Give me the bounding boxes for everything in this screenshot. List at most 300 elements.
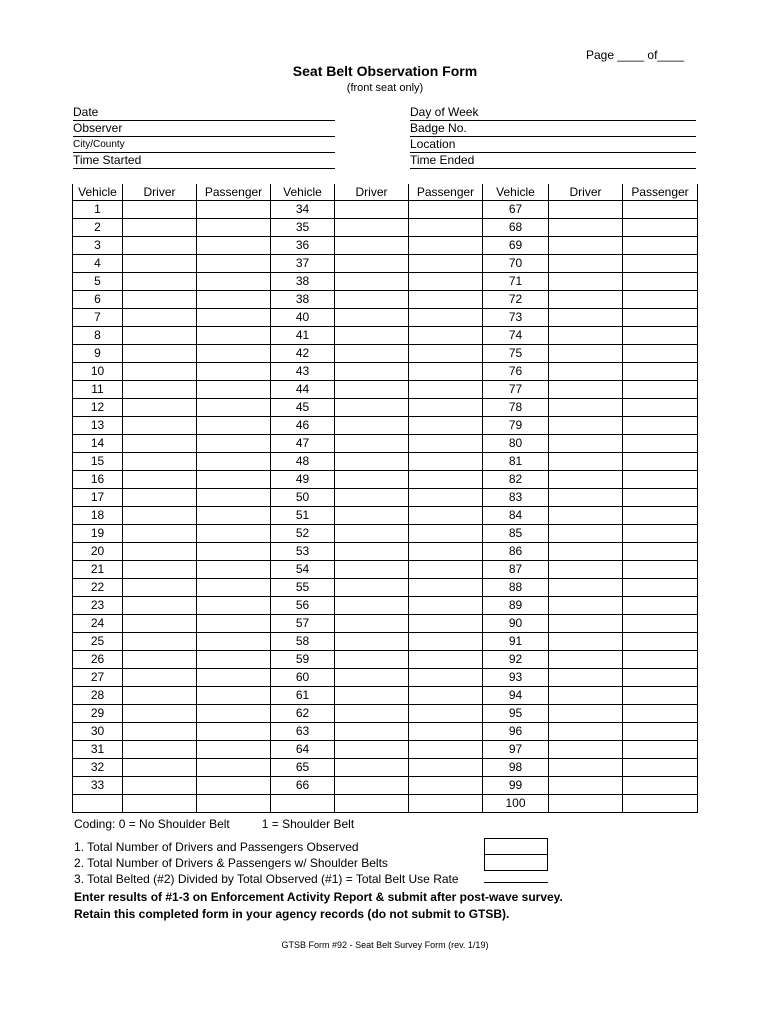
- driver-cell[interactable]: [549, 795, 623, 813]
- driver-cell[interactable]: [549, 219, 623, 237]
- passenger-cell[interactable]: [409, 471, 483, 489]
- column-header: Driver: [123, 184, 197, 201]
- passenger-cell[interactable]: [623, 543, 698, 561]
- driver-cell[interactable]: [549, 687, 623, 705]
- passenger-cell[interactable]: [409, 489, 483, 507]
- vehicle-number: 95: [483, 705, 549, 723]
- passenger-cell[interactable]: [409, 687, 483, 705]
- passenger-cell[interactable]: [409, 435, 483, 453]
- vehicle-number: 14: [73, 435, 123, 453]
- vehicle-number: 77: [483, 381, 549, 399]
- driver-cell[interactable]: [549, 723, 623, 741]
- page-subtitle: (front seat only): [346, 82, 424, 94]
- passenger-cell[interactable]: [623, 795, 698, 813]
- passenger-cell[interactable]: [409, 237, 483, 255]
- vehicle-number: 96: [483, 723, 549, 741]
- vehicle-number: 80: [483, 435, 549, 453]
- vehicle-number: 59: [271, 651, 335, 669]
- driver-cell[interactable]: [549, 471, 623, 489]
- vehicle-number: 76: [483, 363, 549, 381]
- vehicle-number: 89: [483, 597, 549, 615]
- driver-cell[interactable]: [123, 435, 197, 453]
- driver-cell[interactable]: [335, 777, 409, 795]
- vehicle-number: 2: [73, 219, 123, 237]
- driver-cell[interactable]: [123, 399, 197, 417]
- table-row: [73, 255, 698, 273]
- vehicle-number: 17: [73, 489, 123, 507]
- driver-cell[interactable]: [335, 597, 409, 615]
- date-field[interactable]: [73, 105, 335, 121]
- passenger-cell[interactable]: [623, 453, 698, 471]
- driver-cell[interactable]: [549, 525, 623, 543]
- passenger-cell[interactable]: [409, 507, 483, 525]
- driver-cell[interactable]: [335, 687, 409, 705]
- observation-table: [72, 184, 698, 813]
- passenger-cell[interactable]: [197, 633, 271, 651]
- vehicle-number: 30: [73, 723, 123, 741]
- driver-cell[interactable]: [123, 507, 197, 525]
- passenger-cell[interactable]: [197, 273, 271, 291]
- driver-cell[interactable]: [123, 417, 197, 435]
- driver-cell[interactable]: [335, 453, 409, 471]
- passenger-cell[interactable]: [409, 291, 483, 309]
- driver-cell[interactable]: [335, 507, 409, 525]
- driver-cell[interactable]: [335, 633, 409, 651]
- driver-cell[interactable]: [335, 471, 409, 489]
- driver-cell[interactable]: [549, 759, 623, 777]
- driver-cell[interactable]: [335, 237, 409, 255]
- driver-cell[interactable]: [123, 543, 197, 561]
- driver-cell[interactable]: [123, 741, 197, 759]
- instruction-retain-form: Retain this completed form in your agency records (do not submit to GTSB).: [74, 907, 510, 921]
- passenger-cell[interactable]: [409, 363, 483, 381]
- vehicle-number: 33: [73, 777, 123, 795]
- passenger-cell[interactable]: [197, 561, 271, 579]
- table-row: [73, 597, 698, 615]
- driver-cell[interactable]: [123, 525, 197, 543]
- driver-cell[interactable]: [549, 669, 623, 687]
- driver-cell[interactable]: [123, 255, 197, 273]
- driver-cell[interactable]: [549, 507, 623, 525]
- passenger-cell[interactable]: [623, 417, 698, 435]
- vehicle-number: 91: [483, 633, 549, 651]
- table-row: [73, 543, 698, 561]
- passenger-cell[interactable]: [409, 417, 483, 435]
- passenger-cell[interactable]: [623, 525, 698, 543]
- vehicle-number: 49: [271, 471, 335, 489]
- total-belted-label: 2. Total Number of Drivers & Passengers w/ Shoulder Belts: [74, 856, 388, 870]
- driver-cell[interactable]: [549, 291, 623, 309]
- driver-cell[interactable]: [335, 543, 409, 561]
- vehicle-number: 12: [73, 399, 123, 417]
- vehicle-number: 52: [271, 525, 335, 543]
- passenger-cell[interactable]: [409, 453, 483, 471]
- column-header: Vehicle: [73, 184, 123, 201]
- driver-cell[interactable]: [549, 543, 623, 561]
- vehicle-number: 4: [73, 255, 123, 273]
- passenger-cell[interactable]: [409, 201, 483, 219]
- time-ended-label: Time Ended: [410, 153, 475, 167]
- passenger-cell[interactable]: [197, 417, 271, 435]
- table-row: [73, 633, 698, 651]
- driver-cell[interactable]: [335, 705, 409, 723]
- passenger-cell[interactable]: [197, 615, 271, 633]
- vehicle-number: 94: [483, 687, 549, 705]
- table-row: [73, 579, 698, 597]
- driver-cell[interactable]: [549, 741, 623, 759]
- passenger-cell[interactable]: [623, 399, 698, 417]
- location-field[interactable]: [410, 137, 696, 153]
- driver-cell[interactable]: [335, 291, 409, 309]
- driver-cell[interactable]: [123, 687, 197, 705]
- driver-cell[interactable]: [123, 579, 197, 597]
- driver-cell[interactable]: [123, 723, 197, 741]
- table-row: [73, 345, 698, 363]
- table-row: [73, 399, 698, 417]
- passenger-cell[interactable]: [197, 723, 271, 741]
- driver-cell[interactable]: [123, 273, 197, 291]
- day-of-week-field[interactable]: [410, 105, 696, 121]
- passenger-cell[interactable]: [623, 201, 698, 219]
- belt-use-rate-line[interactable]: [484, 882, 548, 883]
- column-header: Passenger: [197, 184, 271, 201]
- driver-cell[interactable]: [549, 237, 623, 255]
- time-started-label: Time Started: [73, 153, 142, 167]
- passenger-cell[interactable]: [623, 579, 698, 597]
- table-row: [73, 435, 698, 453]
- passenger-cell[interactable]: [409, 777, 483, 795]
- passenger-cell[interactable]: [197, 201, 271, 219]
- vehicle-number: 53: [271, 543, 335, 561]
- passenger-cell[interactable]: [623, 345, 698, 363]
- passenger-cell[interactable]: [197, 705, 271, 723]
- city-county-field[interactable]: [73, 137, 335, 153]
- passenger-cell[interactable]: [409, 399, 483, 417]
- passenger-cell[interactable]: [409, 543, 483, 561]
- driver-cell[interactable]: [549, 561, 623, 579]
- passenger-cell[interactable]: [623, 633, 698, 651]
- vehicle-number: 62: [271, 705, 335, 723]
- vehicle-number: 60: [271, 669, 335, 687]
- passenger-cell[interactable]: [623, 669, 698, 687]
- vehicle-number: 26: [73, 651, 123, 669]
- driver-cell[interactable]: [549, 435, 623, 453]
- vehicle-number: 71: [483, 273, 549, 291]
- vehicle-number: 50: [271, 489, 335, 507]
- passenger-cell[interactable]: [197, 597, 271, 615]
- driver-cell[interactable]: [335, 219, 409, 237]
- passenger-cell[interactable]: [409, 597, 483, 615]
- vehicle-number: 42: [271, 345, 335, 363]
- passenger-cell[interactable]: [409, 615, 483, 633]
- passenger-cell[interactable]: [623, 561, 698, 579]
- passenger-cell[interactable]: [197, 687, 271, 705]
- belt-use-rate-label: 3. Total Belted (#2) Divided by Total Observed (#1) = Total Belt Use Rate: [74, 872, 459, 886]
- driver-cell[interactable]: [335, 201, 409, 219]
- driver-cell[interactable]: [123, 597, 197, 615]
- driver-cell[interactable]: [123, 363, 197, 381]
- driver-cell[interactable]: [335, 759, 409, 777]
- passenger-cell[interactable]: [197, 525, 271, 543]
- driver-cell[interactable]: [123, 705, 197, 723]
- driver-cell[interactable]: [549, 327, 623, 345]
- passenger-cell[interactable]: [197, 219, 271, 237]
- passenger-cell[interactable]: [623, 489, 698, 507]
- driver-cell[interactable]: [123, 669, 197, 687]
- passenger-cell[interactable]: [197, 759, 271, 777]
- driver-cell[interactable]: [335, 741, 409, 759]
- vehicle-number: 18: [73, 507, 123, 525]
- vehicle-number: 98: [483, 759, 549, 777]
- passenger-cell[interactable]: [409, 273, 483, 291]
- passenger-cell[interactable]: [623, 363, 698, 381]
- table-row: [73, 381, 698, 399]
- vehicle-number: 43: [271, 363, 335, 381]
- passenger-cell[interactable]: [197, 255, 271, 273]
- passenger-cell[interactable]: [409, 579, 483, 597]
- table-row: [73, 705, 698, 723]
- passenger-cell[interactable]: [623, 507, 698, 525]
- driver-cell[interactable]: [335, 327, 409, 345]
- time-started-field[interactable]: [73, 153, 335, 169]
- passenger-cell[interactable]: [623, 723, 698, 741]
- driver-cell[interactable]: [335, 651, 409, 669]
- vehicle-number: 38: [271, 291, 335, 309]
- driver-cell[interactable]: [123, 633, 197, 651]
- driver-cell[interactable]: [335, 615, 409, 633]
- passenger-cell[interactable]: [409, 759, 483, 777]
- passenger-cell[interactable]: [623, 705, 698, 723]
- vehicle-number: 5: [73, 273, 123, 291]
- driver-cell[interactable]: [549, 399, 623, 417]
- driver-cell[interactable]: [549, 417, 623, 435]
- passenger-cell[interactable]: [409, 561, 483, 579]
- driver-cell[interactable]: [123, 651, 197, 669]
- passenger-cell[interactable]: [409, 651, 483, 669]
- driver-cell[interactable]: [549, 381, 623, 399]
- driver-cell[interactable]: [335, 489, 409, 507]
- passenger-cell[interactable]: [623, 381, 698, 399]
- driver-cell[interactable]: [335, 579, 409, 597]
- date-label: Date: [73, 105, 99, 119]
- driver-cell[interactable]: [335, 723, 409, 741]
- driver-cell[interactable]: [549, 597, 623, 615]
- driver-cell[interactable]: [549, 579, 623, 597]
- vehicle-number: 58: [271, 633, 335, 651]
- passenger-cell[interactable]: [623, 273, 698, 291]
- passenger-cell[interactable]: [197, 651, 271, 669]
- vehicle-number: 35: [271, 219, 335, 237]
- passenger-cell[interactable]: [623, 309, 698, 327]
- table-row: [73, 525, 698, 543]
- driver-cell[interactable]: [123, 471, 197, 489]
- passenger-cell[interactable]: [197, 291, 271, 309]
- passenger-cell[interactable]: [409, 723, 483, 741]
- passenger-cell[interactable]: [623, 687, 698, 705]
- passenger-cell[interactable]: [409, 669, 483, 687]
- passenger-cell[interactable]: [197, 237, 271, 255]
- driver-cell[interactable]: [335, 363, 409, 381]
- vehicle-number: 90: [483, 615, 549, 633]
- driver-cell[interactable]: [335, 669, 409, 687]
- passenger-cell[interactable]: [409, 381, 483, 399]
- observer-field[interactable]: [73, 121, 335, 137]
- passenger-cell[interactable]: [409, 741, 483, 759]
- table-row: [73, 291, 698, 309]
- vehicle-number: 31: [73, 741, 123, 759]
- vehicle-number: 11: [73, 381, 123, 399]
- passenger-cell[interactable]: [197, 309, 271, 327]
- driver-cell[interactable]: [123, 777, 197, 795]
- driver-cell[interactable]: [123, 795, 197, 813]
- passenger-cell[interactable]: [197, 777, 271, 795]
- driver-cell[interactable]: [123, 201, 197, 219]
- passenger-cell[interactable]: [409, 309, 483, 327]
- passenger-cell[interactable]: [197, 795, 271, 813]
- vehicle-number: 27: [73, 669, 123, 687]
- driver-cell[interactable]: [549, 309, 623, 327]
- table-row: [73, 669, 698, 687]
- vehicle-number: 22: [73, 579, 123, 597]
- passenger-cell[interactable]: [197, 435, 271, 453]
- observer-label: Observer: [73, 121, 123, 135]
- vehicle-number: [271, 795, 335, 813]
- vehicle-number: 66: [271, 777, 335, 795]
- driver-cell[interactable]: [123, 381, 197, 399]
- driver-cell[interactable]: [123, 615, 197, 633]
- driver-cell[interactable]: [335, 399, 409, 417]
- driver-cell[interactable]: [549, 651, 623, 669]
- driver-cell[interactable]: [549, 633, 623, 651]
- table-row: [73, 201, 698, 219]
- passenger-cell[interactable]: [409, 219, 483, 237]
- passenger-cell[interactable]: [409, 525, 483, 543]
- passenger-cell[interactable]: [197, 471, 271, 489]
- driver-cell[interactable]: [123, 453, 197, 471]
- driver-cell[interactable]: [123, 759, 197, 777]
- passenger-cell[interactable]: [197, 543, 271, 561]
- vehicle-number: 10: [73, 363, 123, 381]
- vehicle-number: 100: [483, 795, 549, 813]
- driver-cell[interactable]: [123, 219, 197, 237]
- vehicle-number: 64: [271, 741, 335, 759]
- driver-cell[interactable]: [123, 561, 197, 579]
- vehicle-number: 36: [271, 237, 335, 255]
- vehicle-number: 47: [271, 435, 335, 453]
- vehicle-number: 73: [483, 309, 549, 327]
- passenger-cell[interactable]: [197, 453, 271, 471]
- passenger-cell[interactable]: [623, 291, 698, 309]
- passenger-cell[interactable]: [197, 579, 271, 597]
- passenger-cell[interactable]: [623, 777, 698, 795]
- passenger-cell[interactable]: [623, 597, 698, 615]
- vehicle-number: 44: [271, 381, 335, 399]
- total-observed-box[interactable]: [484, 838, 548, 855]
- passenger-cell[interactable]: [197, 741, 271, 759]
- driver-cell[interactable]: [123, 327, 197, 345]
- driver-cell[interactable]: [549, 615, 623, 633]
- driver-cell[interactable]: [549, 453, 623, 471]
- passenger-cell[interactable]: [197, 381, 271, 399]
- passenger-cell[interactable]: [197, 507, 271, 525]
- driver-cell[interactable]: [549, 777, 623, 795]
- passenger-cell[interactable]: [623, 741, 698, 759]
- time-ended-field[interactable]: [410, 153, 696, 169]
- passenger-cell[interactable]: [623, 615, 698, 633]
- driver-cell[interactable]: [335, 309, 409, 327]
- table-row: [73, 327, 698, 345]
- passenger-cell[interactable]: [197, 669, 271, 687]
- driver-cell[interactable]: [123, 309, 197, 327]
- passenger-cell[interactable]: [409, 633, 483, 651]
- passenger-cell[interactable]: [623, 237, 698, 255]
- driver-cell[interactable]: [335, 345, 409, 363]
- vehicle-number: 51: [271, 507, 335, 525]
- vehicle-number: 99: [483, 777, 549, 795]
- passenger-cell[interactable]: [197, 345, 271, 363]
- passenger-cell[interactable]: [623, 759, 698, 777]
- vehicle-number: 54: [271, 561, 335, 579]
- vehicle-number: 86: [483, 543, 549, 561]
- total-observed-label: 1. Total Number of Drivers and Passengers Observed: [74, 840, 359, 854]
- driver-cell[interactable]: [549, 489, 623, 507]
- driver-cell[interactable]: [335, 795, 409, 813]
- driver-cell[interactable]: [549, 363, 623, 381]
- passenger-cell[interactable]: [409, 795, 483, 813]
- driver-cell[interactable]: [335, 417, 409, 435]
- passenger-cell[interactable]: [409, 345, 483, 363]
- driver-cell[interactable]: [549, 273, 623, 291]
- driver-cell[interactable]: [335, 381, 409, 399]
- vehicle-number: 82: [483, 471, 549, 489]
- passenger-cell[interactable]: [623, 651, 698, 669]
- total-belted-box[interactable]: [484, 854, 548, 871]
- driver-cell[interactable]: [335, 255, 409, 273]
- vehicle-number: 21: [73, 561, 123, 579]
- passenger-cell[interactable]: [623, 255, 698, 273]
- passenger-cell[interactable]: [197, 489, 271, 507]
- passenger-cell[interactable]: [409, 327, 483, 345]
- vehicle-number: 87: [483, 561, 549, 579]
- driver-cell[interactable]: [335, 525, 409, 543]
- driver-cell[interactable]: [123, 489, 197, 507]
- driver-cell[interactable]: [335, 561, 409, 579]
- passenger-cell[interactable]: [623, 471, 698, 489]
- vehicle-number: 69: [483, 237, 549, 255]
- driver-cell[interactable]: [549, 255, 623, 273]
- vehicle-number: 78: [483, 399, 549, 417]
- passenger-cell[interactable]: [197, 363, 271, 381]
- passenger-cell[interactable]: [409, 705, 483, 723]
- vehicle-number: 72: [483, 291, 549, 309]
- driver-cell[interactable]: [335, 273, 409, 291]
- passenger-cell[interactable]: [197, 327, 271, 345]
- passenger-cell[interactable]: [623, 435, 698, 453]
- passenger-cell[interactable]: [623, 327, 698, 345]
- driver-cell[interactable]: [123, 291, 197, 309]
- driver-cell[interactable]: [549, 201, 623, 219]
- driver-cell[interactable]: [123, 345, 197, 363]
- driver-cell[interactable]: [123, 237, 197, 255]
- driver-cell[interactable]: [549, 345, 623, 363]
- passenger-cell[interactable]: [197, 399, 271, 417]
- passenger-cell[interactable]: [409, 255, 483, 273]
- badge-no-field[interactable]: [410, 121, 696, 137]
- driver-cell[interactable]: [549, 705, 623, 723]
- vehicle-number: 29: [73, 705, 123, 723]
- driver-cell[interactable]: [335, 435, 409, 453]
- passenger-cell[interactable]: [623, 219, 698, 237]
